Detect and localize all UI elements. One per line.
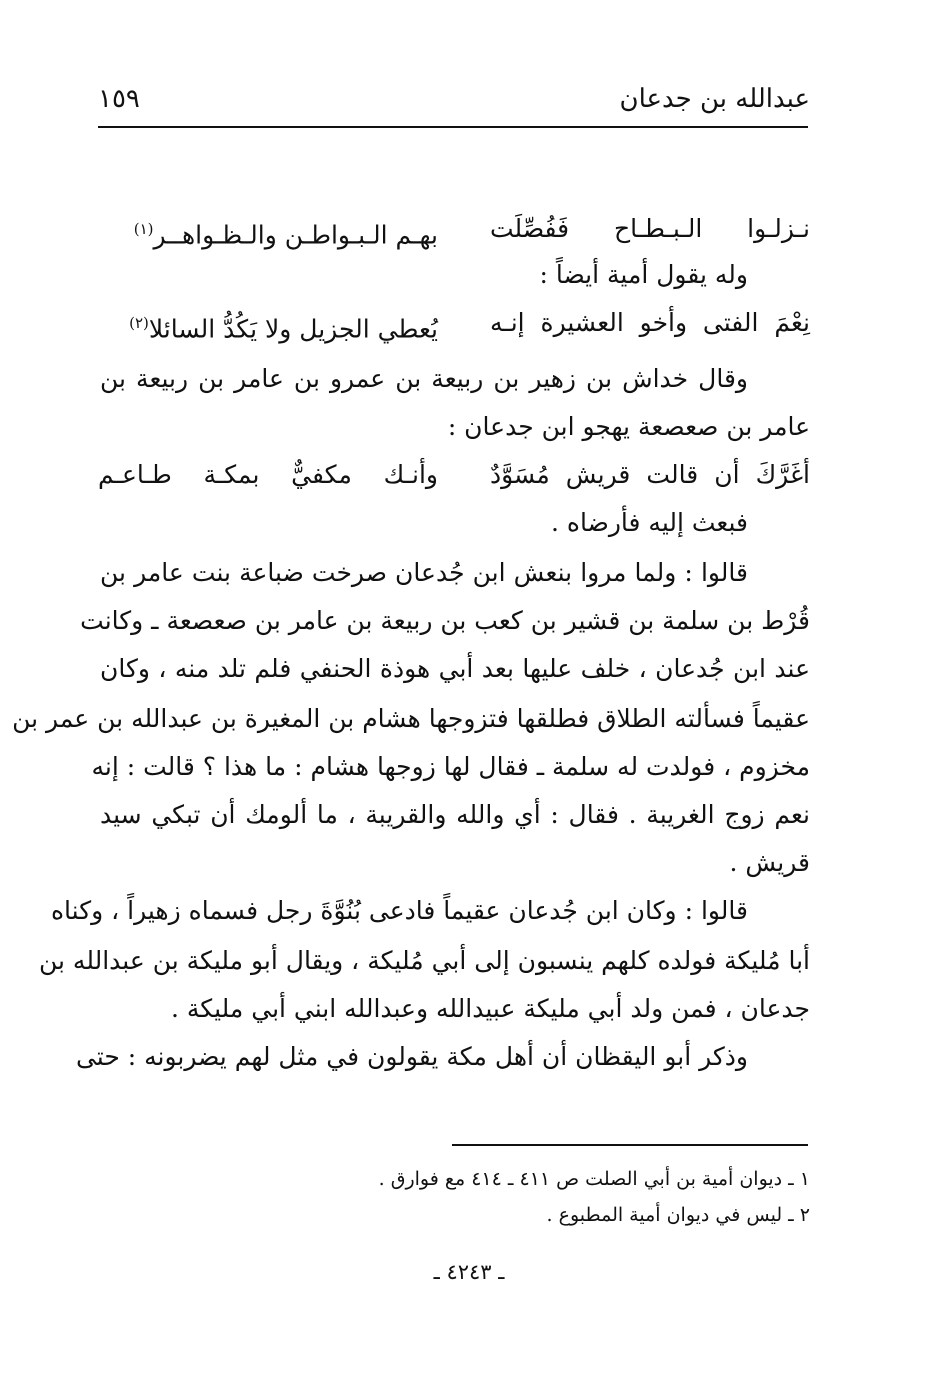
footnote-marker-1: (١) bbox=[133, 220, 154, 238]
bottom-page-number: ـ ٤٢٤٣ ـ bbox=[433, 1260, 505, 1284]
paragraph-2-line-1: قالوا : ولما مروا بنعش ابن جُدعان صرخت ضباعة بنت عامر بن bbox=[100, 558, 748, 587]
verse-2-second-hemistich bbox=[98, 306, 438, 346]
paragraph-3-line-3: جدعان ، فمن ولد أبي مليكة عبيدالله وعبدالله ابني أبي مليكة . bbox=[170, 994, 810, 1023]
footnote-marker-2: (٢) bbox=[129, 314, 149, 332]
header-rule bbox=[98, 126, 808, 128]
paragraph-2-line-6: نعم زوج الغريبة . فقال : أي والله والقريبة ، ما ألومك أن تبكي سيد bbox=[100, 800, 810, 829]
footnote-2: ٢ ـ ليس في ديوان أمية المطبوع . bbox=[546, 1204, 810, 1226]
paragraph-2-line-4: عقيماً فسألته الطلاق فطلقها فتزوجها هشام بن المغيرة بن عبدالله بن عمر بن bbox=[12, 704, 810, 733]
paragraph-1-line-1: وقال خداش بن زهير بن ربيعة بن عمرو بن عامر بن ربيعة بن bbox=[100, 364, 748, 393]
page-number: ١٥٩ bbox=[98, 84, 140, 114]
verse-2-second-text: يُعطي الجزيل ولا يَكُدُّ السائلا bbox=[148, 314, 438, 344]
send-line: فبعث إليه فأرضاه . bbox=[551, 508, 748, 537]
verse-3-second-hemistich: وأنـك مكفيٌّ بمكـة طـاعـم bbox=[98, 460, 438, 489]
paragraph-3-line-1: قالوا : وكان ابن جُدعان عقيماً فادعى بُنُوَّةَ رجل فسماه زهيراً ، وكناه bbox=[50, 896, 748, 925]
paragraph-3-line-2: أبا مُليكة فولده كلهم ينسبون إلى أبي مُليكة ، ويقال أبو مليكة بن عبدالله بن bbox=[39, 946, 810, 975]
paragraph-2-line-2: قُرْط بن سلمة بن قشير بن كعب بن ربيعة بن عامر بن صعصعة ـ وكانت bbox=[80, 606, 810, 635]
verse-1-second-text: بهـم الـبـواطـن والـظـواهــر bbox=[153, 220, 438, 250]
verse-1-first-hemistich: نـزلـوا الـبـطـاح فَفُصِّلَت bbox=[490, 214, 810, 243]
verse-1-second-hemistich bbox=[98, 212, 438, 252]
footnote-1: ١ ـ ديوان أمية بن أبي الصلت ص ٤١١ ـ ٤١٤ مع فوارق . bbox=[378, 1168, 810, 1190]
paragraph-2-line-7: قريش . bbox=[729, 848, 810, 877]
footnote-rule bbox=[452, 1144, 808, 1146]
verse-3-first-hemistich: أغَرَّكَ أن قالت قريش مُسَوَّدٌ bbox=[490, 460, 810, 489]
running-title: عبدالله بن جدعان bbox=[619, 84, 810, 114]
verse-2-first-hemistich: نِعْمَ الفتى وأخو العشيرة إنـه bbox=[490, 308, 810, 337]
paragraph-1-line-2: عامر بن صعصعة يهجو ابن جدعان : bbox=[447, 412, 810, 441]
paragraph-2-line-3: عند ابن جُدعان ، خلف عليها بعد أبي هوذة الحنفي فلم تلد منه ، وكان bbox=[100, 654, 810, 683]
paragraph-2-line-5: مخزوم ، فولدت له سلمة ـ فقال لها زوجها هشام : ما هذا ؟ قالت : إنه bbox=[91, 752, 810, 781]
paragraph-4-line-1: وذكر أبو اليقظان أن أهل مكة يقولون في مثل لهم يضربونه : حتى bbox=[75, 1042, 748, 1071]
intro-line: وله يقول أمية أيضاً : bbox=[539, 260, 748, 289]
